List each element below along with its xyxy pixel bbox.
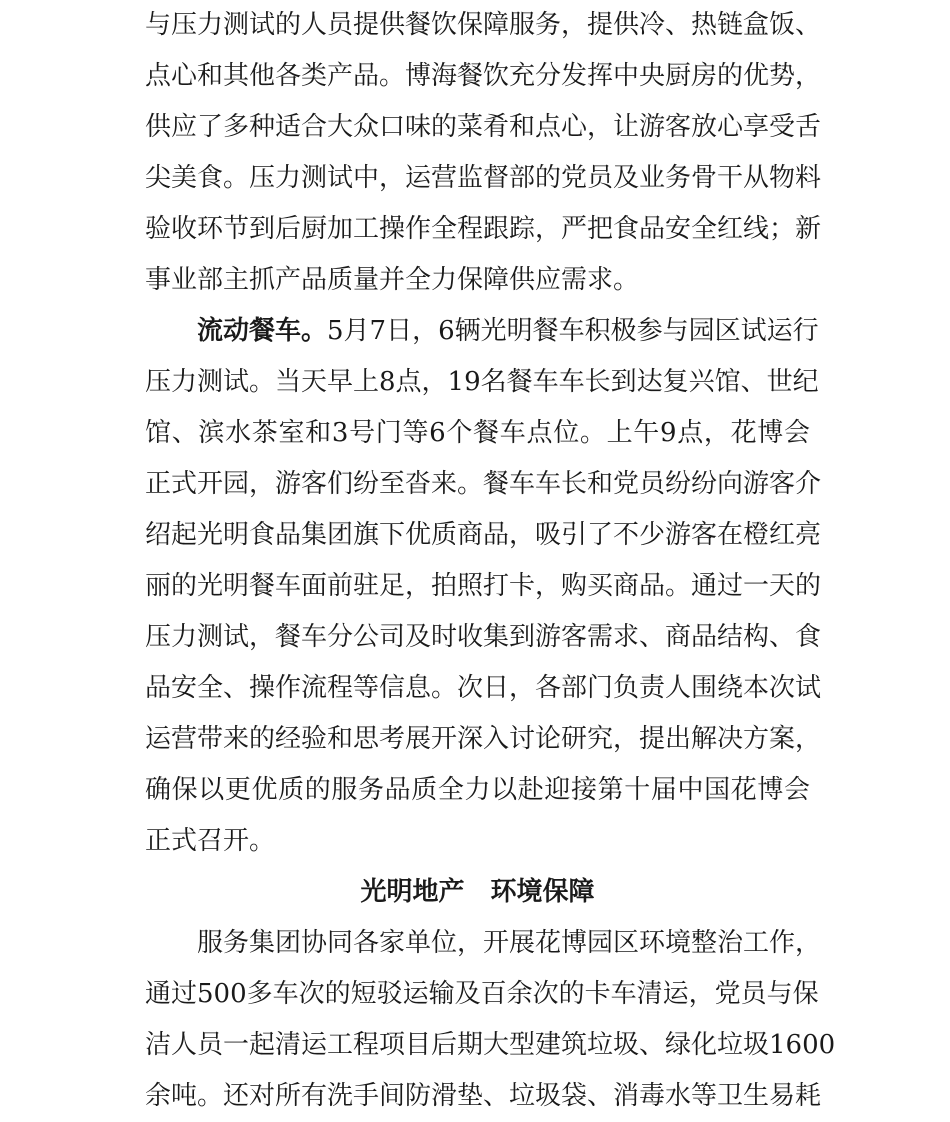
text-line: 品安全、操作流程等信息。次日，各部门负责人围绕本次试 [145, 673, 822, 703]
document-page [145, 0, 836, 1122]
text-line: 丽的光明餐车面前驻足，拍照打卡，购买商品。通过一天的 [145, 571, 822, 601]
text-line: 通过500多车次的短驳运输及百余次的卡车清运，党员与保 [145, 979, 819, 1009]
text-line: 压力测试。当天早上8点，19名餐车车长到达复兴馆、世纪 [145, 367, 819, 397]
paragraph-catering [145, 0, 822, 306]
text-line [145, 306, 819, 357]
text-line: 正式开园，游客们纷至沓来。餐车车长和党员纷纷向游客介 [145, 469, 822, 499]
paragraph-environment [145, 918, 836, 1122]
paragraph-food-trucks [145, 306, 822, 867]
text-line: 压力测试，餐车分公司及时收集到游客需求、商品结构、食 [145, 622, 822, 652]
paragraph-lead-title: 流动餐车。 [197, 316, 328, 346]
text-line: 运营带来的经验和思考展开深入讨论研究，提出解决方案， [145, 724, 822, 754]
text-line: 验收环节到后厨加工操作全程跟踪，严把食品安全红线；新 [145, 214, 822, 244]
text-line: 服务集团协同各家单位，开展花博园区环境整治工作， [197, 928, 822, 958]
text-line: 正式召开。 [145, 826, 276, 856]
text-line: 事业部主抓产品质量并全力保障供应需求。 [145, 265, 640, 295]
text-line: 尖美食。压力测试中，运营监督部的党员及业务骨干从物料 [145, 163, 822, 193]
section-heading: 光明地产 环境保障 [360, 877, 595, 907]
text-line: 供应了多种适合大众口味的菜肴和点心，让游客放心享受舌 [145, 112, 822, 142]
text-span: 5月7日，6辆光明餐车积极参与园区试运行 [327, 316, 819, 346]
text-line: 与压力测试的人员提供餐饮保障服务，提供冷、热链盒饭、 [145, 10, 822, 40]
text-line: 确保以更优质的服务品质全力以赴迎接第十届中国花博会 [145, 775, 810, 805]
text-line: 余吨。还对所有洗手间防滑垫、垃圾袋、消毒水等卫生易耗 [145, 1081, 822, 1111]
text-line: 洁人员一起清运工程项目后期大型建筑垃圾、绿化垃圾1600 [145, 1030, 836, 1060]
text-line: 点心和其他各类产品。博海餐饮充分发挥中央厨房的优势， [145, 61, 822, 91]
text-line: 馆、滨水茶室和3号门等6个餐车点位。上午9点，花博会 [145, 418, 810, 448]
text-line: 绍起光明食品集团旗下优质商品，吸引了不少游客在橙红亮 [145, 520, 822, 550]
